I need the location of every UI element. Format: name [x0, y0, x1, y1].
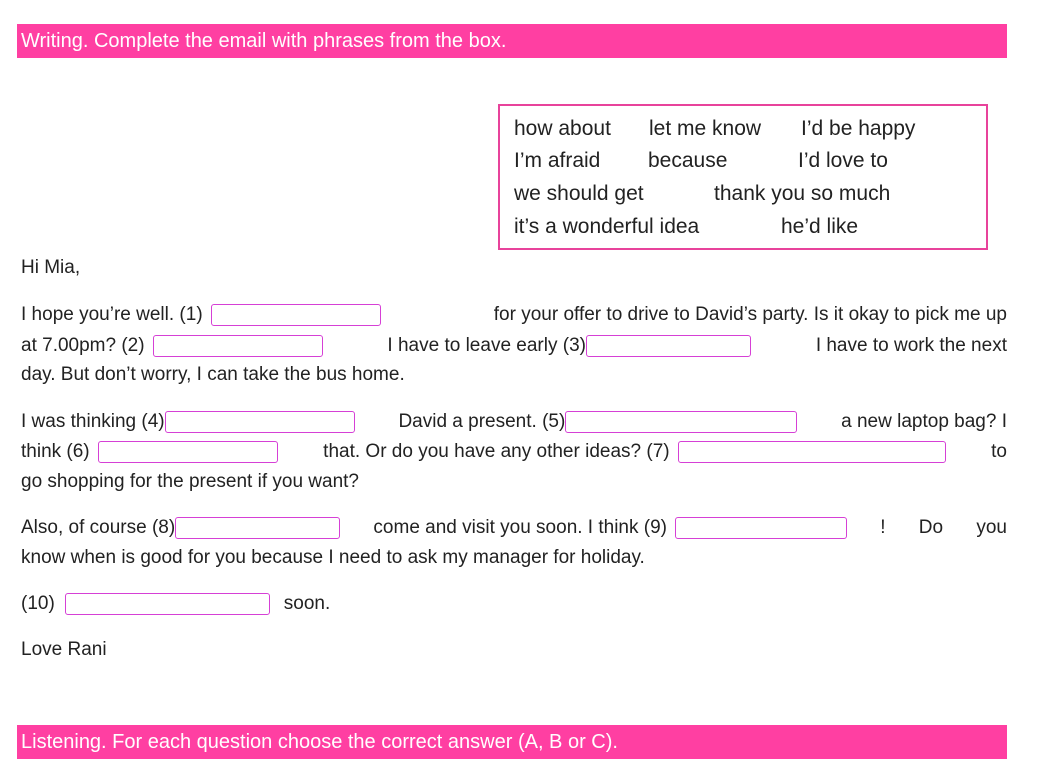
p3-text-d: Do — [918, 517, 944, 538]
p3-text-b: come and visit you soon. I think (9) — [373, 517, 668, 538]
email-greeting: Hi Mia, — [21, 257, 81, 278]
answer-blank-1[interactable] — [211, 304, 381, 326]
phrase-how-about: how about — [514, 117, 611, 140]
p2-text-e: that. Or do you have any other ideas? (7) — [323, 441, 670, 462]
phrase-we-should-get: we should get — [514, 182, 644, 205]
p1-text-d: I have to leave early (3) — [387, 335, 586, 356]
p2-text-a: I was thinking (4) — [21, 411, 165, 432]
paragraph-3-line-1 — [21, 515, 1007, 541]
paragraph-4 — [21, 591, 330, 617]
p1-text-c: at 7.00pm? (2) — [21, 335, 145, 356]
p3-text-a: Also, of course (8) — [21, 517, 176, 538]
answer-blank-2[interactable] — [153, 335, 323, 357]
phrase-id-be-happy: I’d be happy — [801, 117, 916, 140]
p4-text-a: (10) — [21, 593, 55, 614]
listening-section-header: Listening. For each question choose the correct answer (A, B or C). — [17, 725, 1007, 759]
paragraph-2-line-1 — [21, 409, 1007, 435]
p2-text-g: go shopping for the present if you want? — [21, 471, 360, 492]
p2-text-d: think (6) — [21, 441, 90, 462]
phrase-hed-like: he’d like — [781, 215, 859, 238]
answer-blank-9[interactable] — [675, 517, 847, 539]
answer-blank-4[interactable] — [165, 411, 355, 433]
p2-text-c: a new laptop bag? I — [841, 411, 1007, 432]
phrase-im-afraid: I’m afraid — [514, 149, 601, 172]
answer-blank-3[interactable] — [586, 335, 751, 357]
p3-text-c: ! — [880, 517, 886, 538]
p3-text-f: know when is good for you because I need to ask my manager for holiday. — [21, 547, 645, 568]
p3-text-e: you — [976, 517, 1007, 538]
p1-text-e: I have to work the next — [815, 335, 1007, 356]
phrase-its-a-wonderful-idea: it’s a wonderful idea — [514, 215, 700, 238]
answer-blank-7[interactable] — [678, 441, 946, 463]
phrase-because: because — [648, 149, 728, 172]
phrase-id-love-to: I’d love to — [798, 149, 888, 172]
paragraph-2-line-2 — [21, 439, 1007, 465]
p4-text-b: soon. — [283, 593, 331, 614]
phrase-thank-you-so-much: thank you so much — [714, 182, 891, 205]
p1-text-f: day. But don’t worry, I can take the bus home. — [21, 364, 405, 385]
phrase-let-me-know: let me know — [649, 117, 762, 140]
writing-section-header: Writing. Complete the email with phrases from the box. — [17, 24, 1007, 58]
answer-blank-10[interactable] — [65, 593, 270, 615]
p1-text-a: I hope you’re well. (1) — [21, 304, 203, 325]
answer-blank-8[interactable] — [175, 517, 340, 539]
p1-text-b: for your offer to drive to David’s party. Is it okay to pick me up — [493, 304, 1007, 325]
p2-text-f: to — [991, 441, 1007, 462]
paragraph-1-line-1 — [21, 302, 1007, 328]
paragraph-1-line-2 — [21, 333, 1007, 359]
answer-blank-6[interactable] — [98, 441, 278, 463]
email-closing: Love Rani — [21, 639, 107, 660]
p2-text-b: David a present. (5) — [398, 411, 566, 432]
answer-blank-5[interactable] — [565, 411, 797, 433]
